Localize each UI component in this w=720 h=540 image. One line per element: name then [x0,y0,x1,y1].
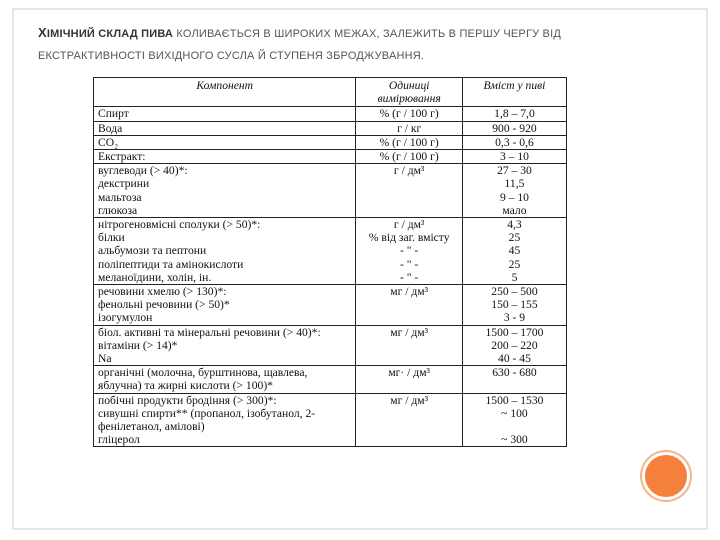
table-row [94,298,567,311]
table-row [94,433,567,447]
header-unit: Одиниці вимірювання [356,78,462,107]
cell-component: мальтоза [94,191,356,204]
table-row [94,407,567,433]
table-row [94,191,567,204]
frame-top-line [12,8,708,10]
cell-component: органічні (молочна, бурштинова, щавлева, яблучна) та жирні кислоти (> 100)* [94,366,356,393]
cell-unit [356,352,462,366]
cell-unit: % (г / 100 г) [356,107,462,121]
cell-value: 1500 – 1530 [462,393,566,407]
table-row [94,258,567,271]
table-row [94,135,567,149]
cell-unit: мг / дм³ [356,285,462,299]
table-row [94,352,567,366]
title-bold: ІМІЧНИЙ СКЛАД ПИВА [46,28,174,40]
cell-component: побічні продукти бродіння (> 300)*: [94,393,356,407]
table-row [94,271,567,285]
cell-component: Na [94,352,356,366]
slide-title [38,22,638,67]
table-row [94,164,567,178]
table-row [94,339,567,352]
cell-unit: г / дм³ [356,218,462,232]
cell-unit: % (г / 100 г) [356,150,462,164]
table-row [94,150,567,164]
frame-right-line [706,8,708,530]
cell-unit [356,433,462,447]
cell-component: Екстракт: [94,150,356,164]
cell-value: 25 [462,258,566,271]
cell-value: 3 - 9 [462,311,566,325]
title-line2: ЕКСТРАКТИВНОСТІ ВИХІДНОГО СУСЛА Й СТУПЕНЯ ЗБРОДЖУВАННЯ. [38,50,425,62]
cell-component: глюкоза [94,204,356,218]
cell-value: 9 – 10 [462,191,566,204]
table-row [94,244,567,257]
cell-component: Вода [94,121,356,135]
cell-unit: - " - [356,258,462,271]
cell-value: 3 – 10 [462,150,566,164]
cell-value: 150 – 155 [462,298,566,311]
frame-left-line [12,8,14,530]
cell-value: 11,5 [462,177,566,190]
cell-value: 25 [462,231,566,244]
table-row [94,204,567,218]
cell-component: CO₂ [94,135,356,149]
table-row [94,121,567,135]
cell-unit [356,177,462,190]
table-row [94,218,567,232]
table-row [94,177,567,190]
cell-value: 250 – 500 [462,285,566,299]
cell-component: вуглеводи (> 40)*: [94,164,356,178]
cell-component: речовини хмелю (> 130)*: [94,285,356,299]
chemical-composition-table [93,77,567,447]
cell-value: 40 - 45 [462,352,566,366]
cell-component: нітрогеновмісні сполуки (> 50)*: [94,218,356,232]
decorative-orange-circle [642,452,690,500]
header-component: Компонент [94,78,356,107]
cell-value: 27 – 30 [462,164,566,178]
cell-value: 900 - 920 [462,121,566,135]
cell-value: 45 [462,244,566,257]
cell-component: фенольні речовини (> 50)* [94,298,356,311]
cell-unit: мг / дм³ [356,325,462,339]
cell-value: ~ 300 [462,433,566,447]
header-value: Вміст у пиві [462,78,566,107]
cell-unit: - " - [356,244,462,257]
table-row [94,285,567,299]
cell-component: гліцерол [94,433,356,447]
cell-value: мало [462,204,566,218]
cell-unit [356,298,462,311]
cell-component: вітаміни (> 14)* [94,339,356,352]
cell-value: 200 – 220 [462,339,566,352]
cell-value: 1,8 – 7,0 [462,107,566,121]
table-row [94,325,567,339]
cell-unit: % від заг. вмісту [356,231,462,244]
cell-value: ~ 100 [462,407,566,433]
cell-value: 0,3 - 0,6 [462,135,566,149]
cell-value: 5 [462,271,566,285]
cell-component: біол. активні та мінеральні речовини (> 40)*: [94,325,356,339]
cell-unit [356,407,462,433]
cell-unit [356,311,462,325]
table-header-row [94,78,567,107]
cell-component: поліпептиди та амінокислоти [94,258,356,271]
cell-component: сивушні спирти** (пропанол, ізобутанол, 2-фенілетанол, амілові) [94,407,356,433]
cell-component: декстрини [94,177,356,190]
table-row [94,366,567,393]
cell-unit: мг· / дм³ [356,366,462,393]
frame-bottom-line [12,528,708,530]
cell-unit: мг / дм³ [356,393,462,407]
cell-unit: г / кг [356,121,462,135]
title-line1-rest: КОЛИВАЄТЬСЯ В ШИРОКИХ МЕЖАХ, ЗАЛЕЖИТЬ В ПЕРШУ ЧЕРГУ ВІД [173,28,561,40]
cell-component: альбумози та пептони [94,244,356,257]
table-row [94,393,567,407]
cell-component: Спирт [94,107,356,121]
cell-component: меланоїдини, холін, ін. [94,271,356,285]
cell-unit: г / дм³ [356,164,462,178]
cell-unit [356,339,462,352]
cell-unit: % (г / 100 г) [356,135,462,149]
cell-unit [356,204,462,218]
cell-component: ізогумулон [94,311,356,325]
cell-value: 1500 – 1700 [462,325,566,339]
title-initial: Х [38,25,47,40]
cell-value: 630 - 680 [462,366,566,393]
table-body [94,107,567,447]
cell-unit [356,191,462,204]
cell-unit: - " - [356,271,462,285]
table-row [94,231,567,244]
cell-value: 4,3 [462,218,566,232]
cell-component: білки [94,231,356,244]
table-row [94,311,567,325]
table-row [94,107,567,121]
